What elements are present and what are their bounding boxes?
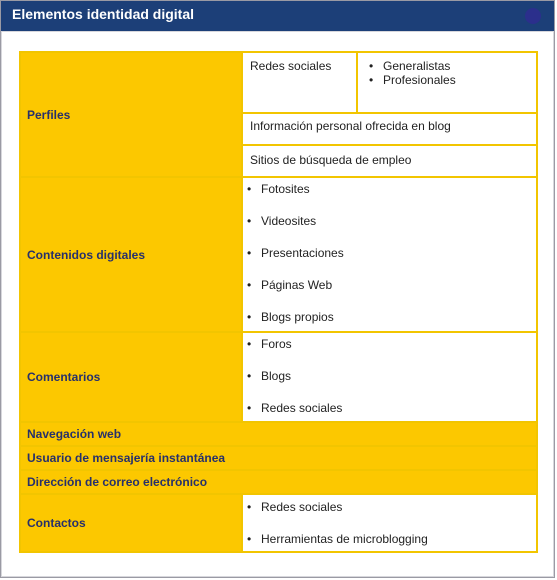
list-item: • Videosites xyxy=(243,214,536,246)
list-item: • Redes sociales xyxy=(243,401,536,421)
page-title: Elementos identidad digital xyxy=(12,6,195,22)
comentarios-list xyxy=(243,337,536,421)
row-mensajeria: Usuario de mensajería instantánea xyxy=(20,446,537,470)
circle-icon xyxy=(525,8,541,24)
list-item: • Blogs propios xyxy=(243,310,536,330)
cell-contenidos-list xyxy=(242,177,537,332)
cell-busqueda-empleo: Sitios de búsqueda de empleo xyxy=(242,145,537,177)
list-item: • Foros xyxy=(243,337,536,369)
list-item: • Fotosites xyxy=(243,182,536,214)
row-correo: Dirección de correo electrónico xyxy=(20,470,537,494)
list-item: • Páginas Web xyxy=(243,278,536,310)
redes-types-list xyxy=(365,59,536,87)
identity-table xyxy=(19,51,538,553)
cell-redes-types xyxy=(357,52,537,113)
list-item: • Herramientas de microblogging xyxy=(243,532,536,550)
row-label-perfiles: Perfiles xyxy=(20,52,242,177)
contactos-list xyxy=(243,500,536,550)
list-item: • Profesionales xyxy=(365,73,536,87)
list-item: • Presentaciones xyxy=(243,246,536,278)
cell-redes-sociales: Redes sociales xyxy=(242,52,357,113)
list-item: • Blogs xyxy=(243,369,536,401)
cell-contactos-list xyxy=(242,494,537,552)
cell-info-personal: Información personal ofrecida en blog xyxy=(242,113,537,145)
contenidos-list xyxy=(243,182,536,330)
cell-comentarios-list xyxy=(242,332,537,422)
header-bar xyxy=(1,1,554,31)
row-label-contenidos: Contenidos digitales xyxy=(20,177,242,332)
list-item: • Redes sociales xyxy=(243,500,536,532)
row-label-contactos: Contactos xyxy=(20,494,242,552)
row-label-comentarios: Comentarios xyxy=(20,332,242,422)
list-item: • Generalistas xyxy=(365,59,536,73)
row-navegacion-web: Navegación web xyxy=(20,422,537,446)
